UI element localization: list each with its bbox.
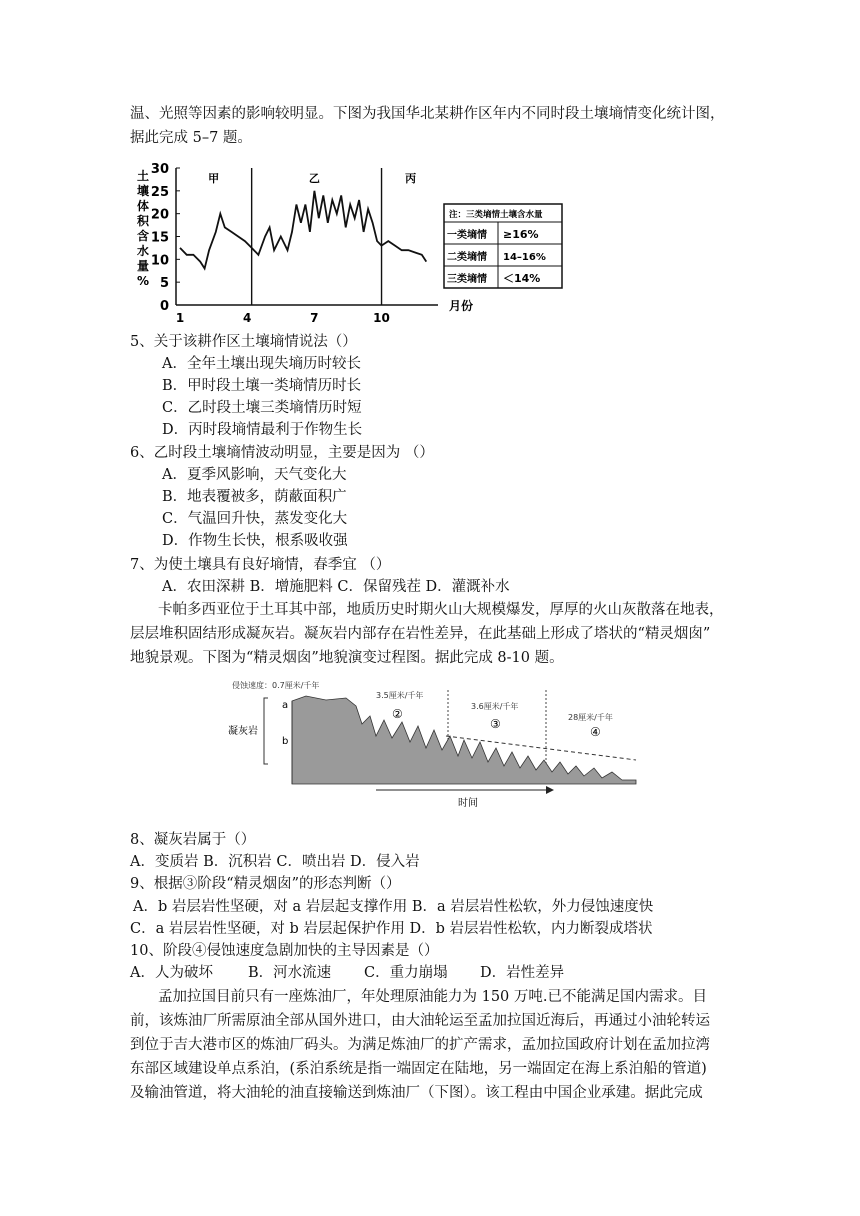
y-label-char: 积 xyxy=(136,214,150,228)
y-label-char: 水 xyxy=(136,244,150,258)
rock-bracket xyxy=(264,698,268,764)
option: C．重力崩塌 xyxy=(364,965,448,981)
intro-line: 温、光照等因素的影响较明显。下图为我国华北某耕作区年内不同时段土壤墒情变化统计图， xyxy=(130,106,725,122)
passage-line: 到位于吉大港市区的炼油厂码头。为满足炼油厂的扩产需求，孟加拉国政府计划在孟加拉湾 xyxy=(130,1037,710,1053)
options-row: C．a 岩层岩性坚硬，对 b 岩层起保护作用 D．b 岩层岩性松软，内力断裂成塔状 xyxy=(130,921,653,937)
question-stem: 5、关于该耕作区土壤墒情说法（） xyxy=(130,334,357,350)
passage-line: 及输油管道，将大油轮的油直接输送到炼油厂（下图）。该工程由中国企业承建。据此完成 xyxy=(130,1085,703,1101)
legend-range: ＜14% xyxy=(503,272,541,285)
y-label-char: 土 xyxy=(136,169,150,183)
x-axis-label: 月份 xyxy=(449,299,474,313)
legend-name: 三类墒情 xyxy=(447,274,487,285)
option: C．气温回升快，蒸发变化大 xyxy=(162,511,348,527)
stage-number: ③ xyxy=(490,717,501,731)
y-tick-label: 10 xyxy=(150,253,169,269)
question-stem: 8、凝灰岩属于（） xyxy=(130,832,256,848)
question-stem: 9、根据③阶段“精灵烟囱”的形态判断（） xyxy=(130,876,401,892)
passage-line: 孟加拉国目前只有一座炼油厂，年处理原油能力为 150 万吨.已不能满足国内需求。目 xyxy=(158,989,708,1005)
option: A．全年土壤出现失墒历时较长 xyxy=(162,356,361,372)
y-tick-label: 5 xyxy=(159,276,169,292)
question-stem: 6、乙时段土壤墒情波动明显，主要是因为 （） xyxy=(130,445,434,461)
option: D．丙时段墒情最利于作物生长 xyxy=(162,422,363,438)
option: C．乙时段土壤三类墒情历时短 xyxy=(162,400,362,416)
erosion-rate: 28厘米/千年 xyxy=(568,713,613,722)
y-tick-label: 20 xyxy=(150,207,169,223)
layer-label: a xyxy=(282,700,289,711)
stage-number: ④ xyxy=(590,725,601,739)
y-tick-label: 30 xyxy=(150,162,169,177)
period-label: 乙 xyxy=(308,172,320,185)
x-tick-label: 1 xyxy=(175,311,185,325)
passage-line: 层层堆积固结形成凝灰岩。凝灰岩内部存在岩性差异，在此基础上形成了塔状的“精灵烟囱” xyxy=(130,626,711,642)
option: A．人为破坏 xyxy=(130,965,213,981)
y-axis-label xyxy=(137,168,150,288)
option: D．作物生长快，根系吸收强 xyxy=(162,533,348,549)
option: A．夏季风影响，天气变化大 xyxy=(162,467,347,483)
time-arrow-head xyxy=(546,786,554,794)
legend-range: 14–16% xyxy=(503,252,546,263)
y-tick-label: 15 xyxy=(150,230,169,246)
rock-label: 凝灰岩 xyxy=(228,726,258,737)
y-tick-label: 25 xyxy=(150,184,169,200)
intro-line: 据此完成 5–7 题。 xyxy=(130,130,252,146)
legend-name: 一类墒情 xyxy=(447,230,487,241)
period-label: 甲 xyxy=(208,172,220,185)
x-tick-label: 4 xyxy=(242,311,252,325)
series-line xyxy=(180,191,426,269)
passage-line: 卡帕多西亚位于土耳其中部，地质历史时期火山大规模爆发，厚厚的火山灰散落在地表， xyxy=(158,602,724,618)
y-tick-label: 0 xyxy=(159,299,169,314)
stage-number: ② xyxy=(392,707,403,721)
erosion-rate: 3.5厘米/千年 xyxy=(376,691,424,700)
legend-title: 注：三类墒情土壤含水量 xyxy=(449,210,543,220)
fairy-chimney-figure xyxy=(226,676,646,816)
period-label: 丙 xyxy=(405,172,417,185)
passage-line: 前，该炼油厂所需原油全部从国外进口，由大油轮运至孟加拉国近海后，再通过小油轮转运 xyxy=(130,1013,710,1029)
y-label-char: 含 xyxy=(136,229,150,243)
option: B．甲时段土壤一类墒情历时长 xyxy=(162,378,362,394)
time-label: 时间 xyxy=(458,798,478,809)
options-row: A．农田深耕 B．增施肥料 C．保留残茬 D．灌溉补水 xyxy=(162,579,510,595)
y-label-char: 体 xyxy=(136,199,150,213)
options-row: A．变质岩 B．沉积岩 C．喷出岩 D．侵入岩 xyxy=(130,854,420,870)
y-label-char: % xyxy=(136,274,150,288)
option: B．河水流速 xyxy=(248,965,332,981)
options-row: A．b 岩层岩性坚硬，对 a 岩层起支撑作用 B．a 岩层岩性松软，外力侵蚀速度快 xyxy=(133,899,654,915)
option: B．地表覆被多，荫蔽面积广 xyxy=(162,489,347,505)
question-stem: 7、为使土壤具有良好墒情，春季宜 （） xyxy=(130,557,391,573)
legend xyxy=(444,204,562,288)
y-label-char: 壤 xyxy=(136,184,150,198)
x-tick-label: 7 xyxy=(310,311,319,325)
layer-label: b xyxy=(282,736,289,747)
passage-line: 东部区域建设单点系泊，(系泊系统是指一端固定在陆地，另一端固定在海上系泊船的管道) xyxy=(130,1061,707,1077)
legend-name: 二类墒情 xyxy=(447,252,487,263)
erosion-rate: 3.6厘米/千年 xyxy=(471,702,519,711)
y-label-char: 量 xyxy=(136,259,150,273)
option: D．岩性差异 xyxy=(480,965,565,981)
x-tick-label: 10 xyxy=(373,311,390,325)
question-stem: 10、阶段④侵蚀速度急剧加快的主导因素是（） xyxy=(130,943,439,959)
erosion-rate: 侵蚀速度：0.7厘米/千年 xyxy=(232,681,320,690)
legend-range: ≥16% xyxy=(503,228,539,241)
soil-moisture-chart xyxy=(133,158,565,326)
rock-landscape xyxy=(292,696,636,784)
passage-line: 地貌景观。下图为“精灵烟囱”地貌演变过程图。据此完成 8-10 题。 xyxy=(130,650,564,666)
